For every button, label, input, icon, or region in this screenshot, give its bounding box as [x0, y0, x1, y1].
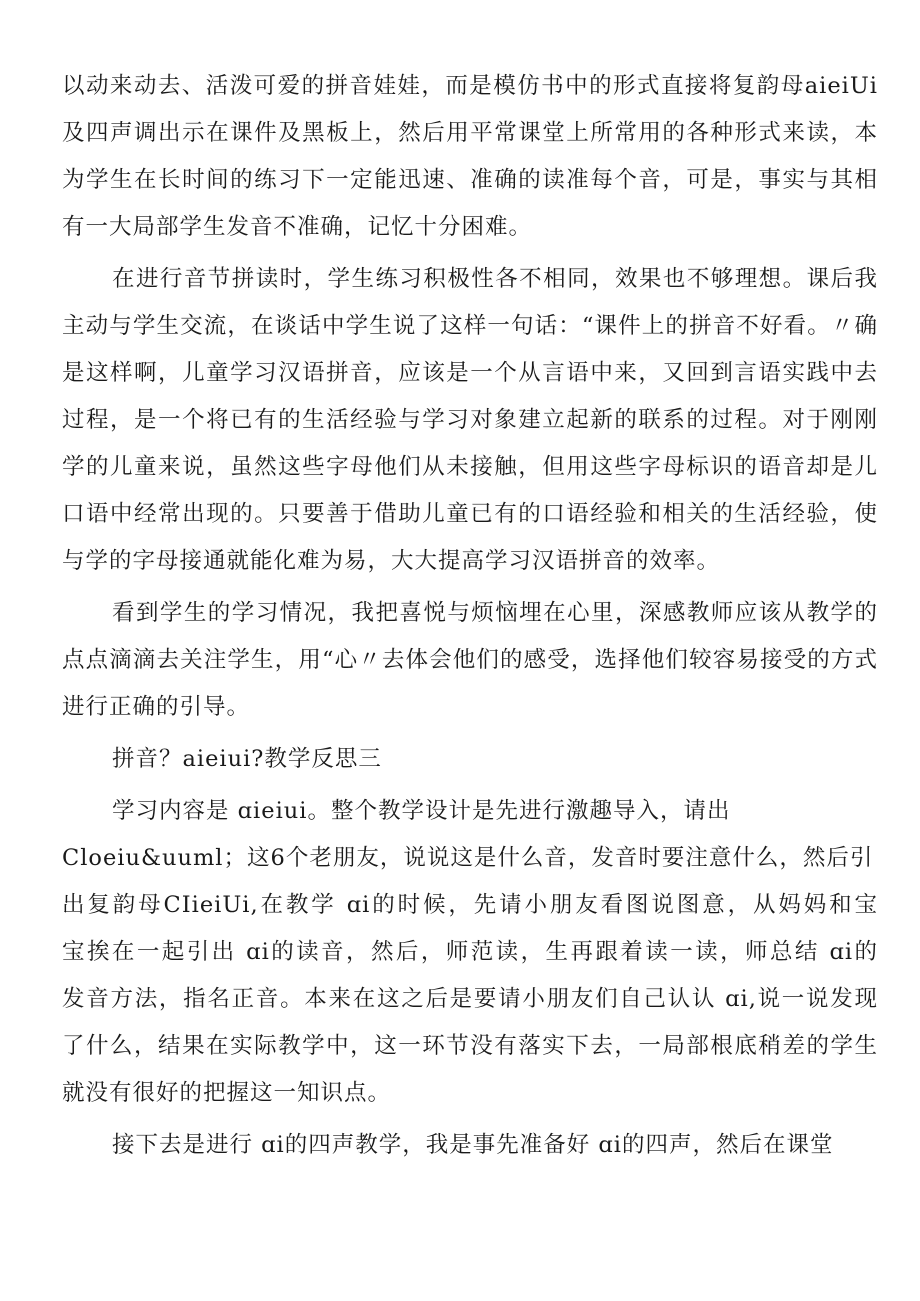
- text-line: 与学的字母接通就能化难为易，大大提高学习汉语拼音的效率。: [62, 548, 721, 574]
- text-line: 学习内容是 ɑieiui。整个教学设计是先进行激趣导入，请出: [112, 798, 731, 824]
- text-line: 点点滴滴去关注学生，用“心〃去体会他们的感受，选择他们较容易接受的方式: [62, 647, 878, 673]
- text-line: 为学生在长时间的练习下一定能迅速、准确的读准每个音，可是，事实与其相: [62, 167, 878, 193]
- text-line: 在进行音节拼读时，学生练习积极性各不相同，效果也不够理想。课后我: [112, 266, 878, 292]
- text-line: 了什么，结果在实际教学中，这一环节没有落实下去，一局部根底稍差的学生: [62, 1033, 878, 1059]
- text-line: Cloeiu&uuml；这6个老朋友，说说这是什么音，发音时要注意什么，然后引: [62, 845, 874, 871]
- text-line: 过程，是一个将已有的生活经验与学习对象建立起新的联系的过程。对于刚刚: [62, 407, 878, 433]
- text-line: 学的儿童来说，虽然这些字母他们从未接触，但用这些字母标识的语音却是儿: [62, 454, 878, 480]
- text-line: 就没有很好的把握这一知识点。: [62, 1080, 392, 1106]
- text-line: 以动来动去、活泼可爱的拼音娃娃，而是模仿书中的形式直接将复韵母aieiUi: [62, 73, 878, 99]
- paragraph: [62, 791, 878, 1120]
- paragraph: [62, 739, 878, 786]
- text-line: 是这样啊，儿童学习汉语拼音，应该是一个从言语中来，又回到言语实践中去: [62, 360, 878, 386]
- text-line: 口语中经常出现的。只要善于借助儿童已有的口语经验和相关的生活经验，使: [62, 501, 878, 527]
- paragraph: [62, 1125, 878, 1172]
- text-line: 接下去是进行 ɑi的四声教学，我是事先准备好 ɑi的四声，然后在课堂: [112, 1132, 834, 1158]
- text-line: 宝挨在一起引出 ɑi的读音，然后，师范读，生再跟着读一读，师总结 ɑi的: [62, 939, 878, 965]
- text-line: 有一大局部学生发音不准确，记忆十分困难。: [62, 214, 533, 240]
- paragraph: [62, 593, 878, 734]
- text-line: 及四声调出示在课件及黑板上，然后用平常课堂上所常用的各种形式来读，本: [62, 120, 878, 146]
- text-line: 主动与学生交流，在谈话中学生说了这样一句话：“课件上的拼音不好看。〃确: [62, 313, 878, 339]
- text-line: 看到学生的学习情况，我把喜悦与烦恼埋在心里，深感教师应该从教学的: [112, 600, 878, 626]
- text-line: 拼音？aieiui?教学反思三: [112, 746, 382, 772]
- paragraph: [62, 66, 878, 254]
- document-page: [62, 66, 878, 1177]
- text-line: 出复韵母CIieiUi,在教学 ɑi的时候，先请小朋友看图说图意，从妈妈和宝: [62, 892, 878, 918]
- text-line: 进行正确的引导。: [62, 694, 251, 720]
- text-line: 发音方法，指名正音。本来在这之后是要请小朋友们自己认认 ɑi,说一说发现: [62, 986, 878, 1012]
- paragraph: [62, 259, 878, 588]
